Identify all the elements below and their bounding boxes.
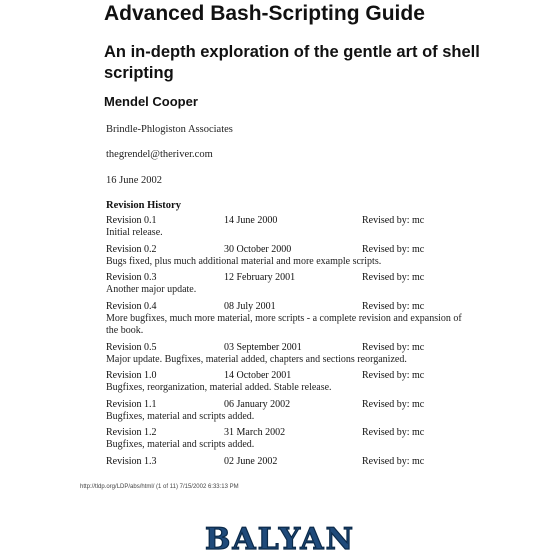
revision-row [106,369,466,382]
revision-date: 31 March 2002 [224,427,286,438]
publication-date: 16 June 2002 [106,175,162,186]
revision-date: 03 September 2001 [224,341,302,353]
revision-author: Revised by: mc [362,370,425,381]
revision-description: Bugfixes, reorganization, material added. Stable release. [106,382,332,393]
revision-row [106,455,466,468]
revision-row [106,271,466,284]
revision-author: Revised by: mc [362,300,425,312]
revision-number: Revision 0.3 [106,272,157,283]
revision-description: Another major update. [106,284,197,295]
revision-row [106,341,466,354]
revision-description: More bugfixes, much more material, more scripts - a complete revision and expansion of the book. [106,312,462,336]
revision-row [106,300,466,313]
revision-number: Revision 1.2 [106,427,157,438]
revision-description: Bugfixes, material and scripts added. [106,439,255,450]
revision-author: Revised by: mc [362,215,425,226]
author-email: thegrendel@theriver.com [106,149,213,160]
revision-description: Major update. Bugfixes, material added, chapters and sections reorganized. [106,353,407,365]
revision-author: Revised by: mc [362,427,425,438]
revision-author: Revised by: mc [362,341,425,353]
revision-number: Revision 1.1 [106,398,157,410]
revision-number: Revision 0.5 [106,341,157,353]
revision-row [106,214,466,227]
revision-number: Revision 0.1 [106,215,157,226]
revision-date: 12 February 2001 [224,272,296,283]
revision-author: Revised by: mc [362,243,425,255]
revision-date: 06 January 2002 [224,398,291,410]
revision-description: Bugfixes, material and scripts added. [106,410,255,422]
document-subtitle: An in-depth exploration of the gentle art of shell scripting [104,43,480,82]
revision-history-heading: Revision History [106,200,181,211]
revision-description: Bugs fixed, plus much additional material and more example scripts. [106,255,382,267]
revision-date: 30 October 2000 [224,243,292,255]
revision-number: Revision 1.3 [106,455,157,467]
document-title: Advanced Bash-Scripting Guide [104,2,425,25]
revision-history-list [106,214,466,468]
revision-date: 08 July 2001 [224,300,276,312]
revision-author: Revised by: mc [362,272,425,283]
revision-date: 02 June 2002 [224,455,278,467]
revision-row [106,243,466,256]
revision-number: Revision 0.2 [106,243,157,255]
revision-author: Revised by: mc [362,398,425,410]
revision-row [106,426,466,439]
revision-description: Initial release. [106,227,163,238]
watermark-text: BALYAN [204,522,356,556]
revision-number: Revision 1.0 [106,370,157,381]
revision-number: Revision 0.4 [106,300,157,312]
author-affiliation: Brindle-Phlogiston Associates [106,124,233,135]
watermark-logo [190,520,370,556]
revision-date: 14 June 2000 [224,215,278,226]
revision-row [106,398,466,411]
footer-url: http://tldp.org/LDP/abs/html/ (1 of 11) 7/15/2002 6:33:13 PM [80,484,239,490]
revision-author: Revised by: mc [362,455,425,467]
revision-date: 14 October 2001 [224,370,292,381]
author-name: Mendel Cooper [104,94,198,109]
